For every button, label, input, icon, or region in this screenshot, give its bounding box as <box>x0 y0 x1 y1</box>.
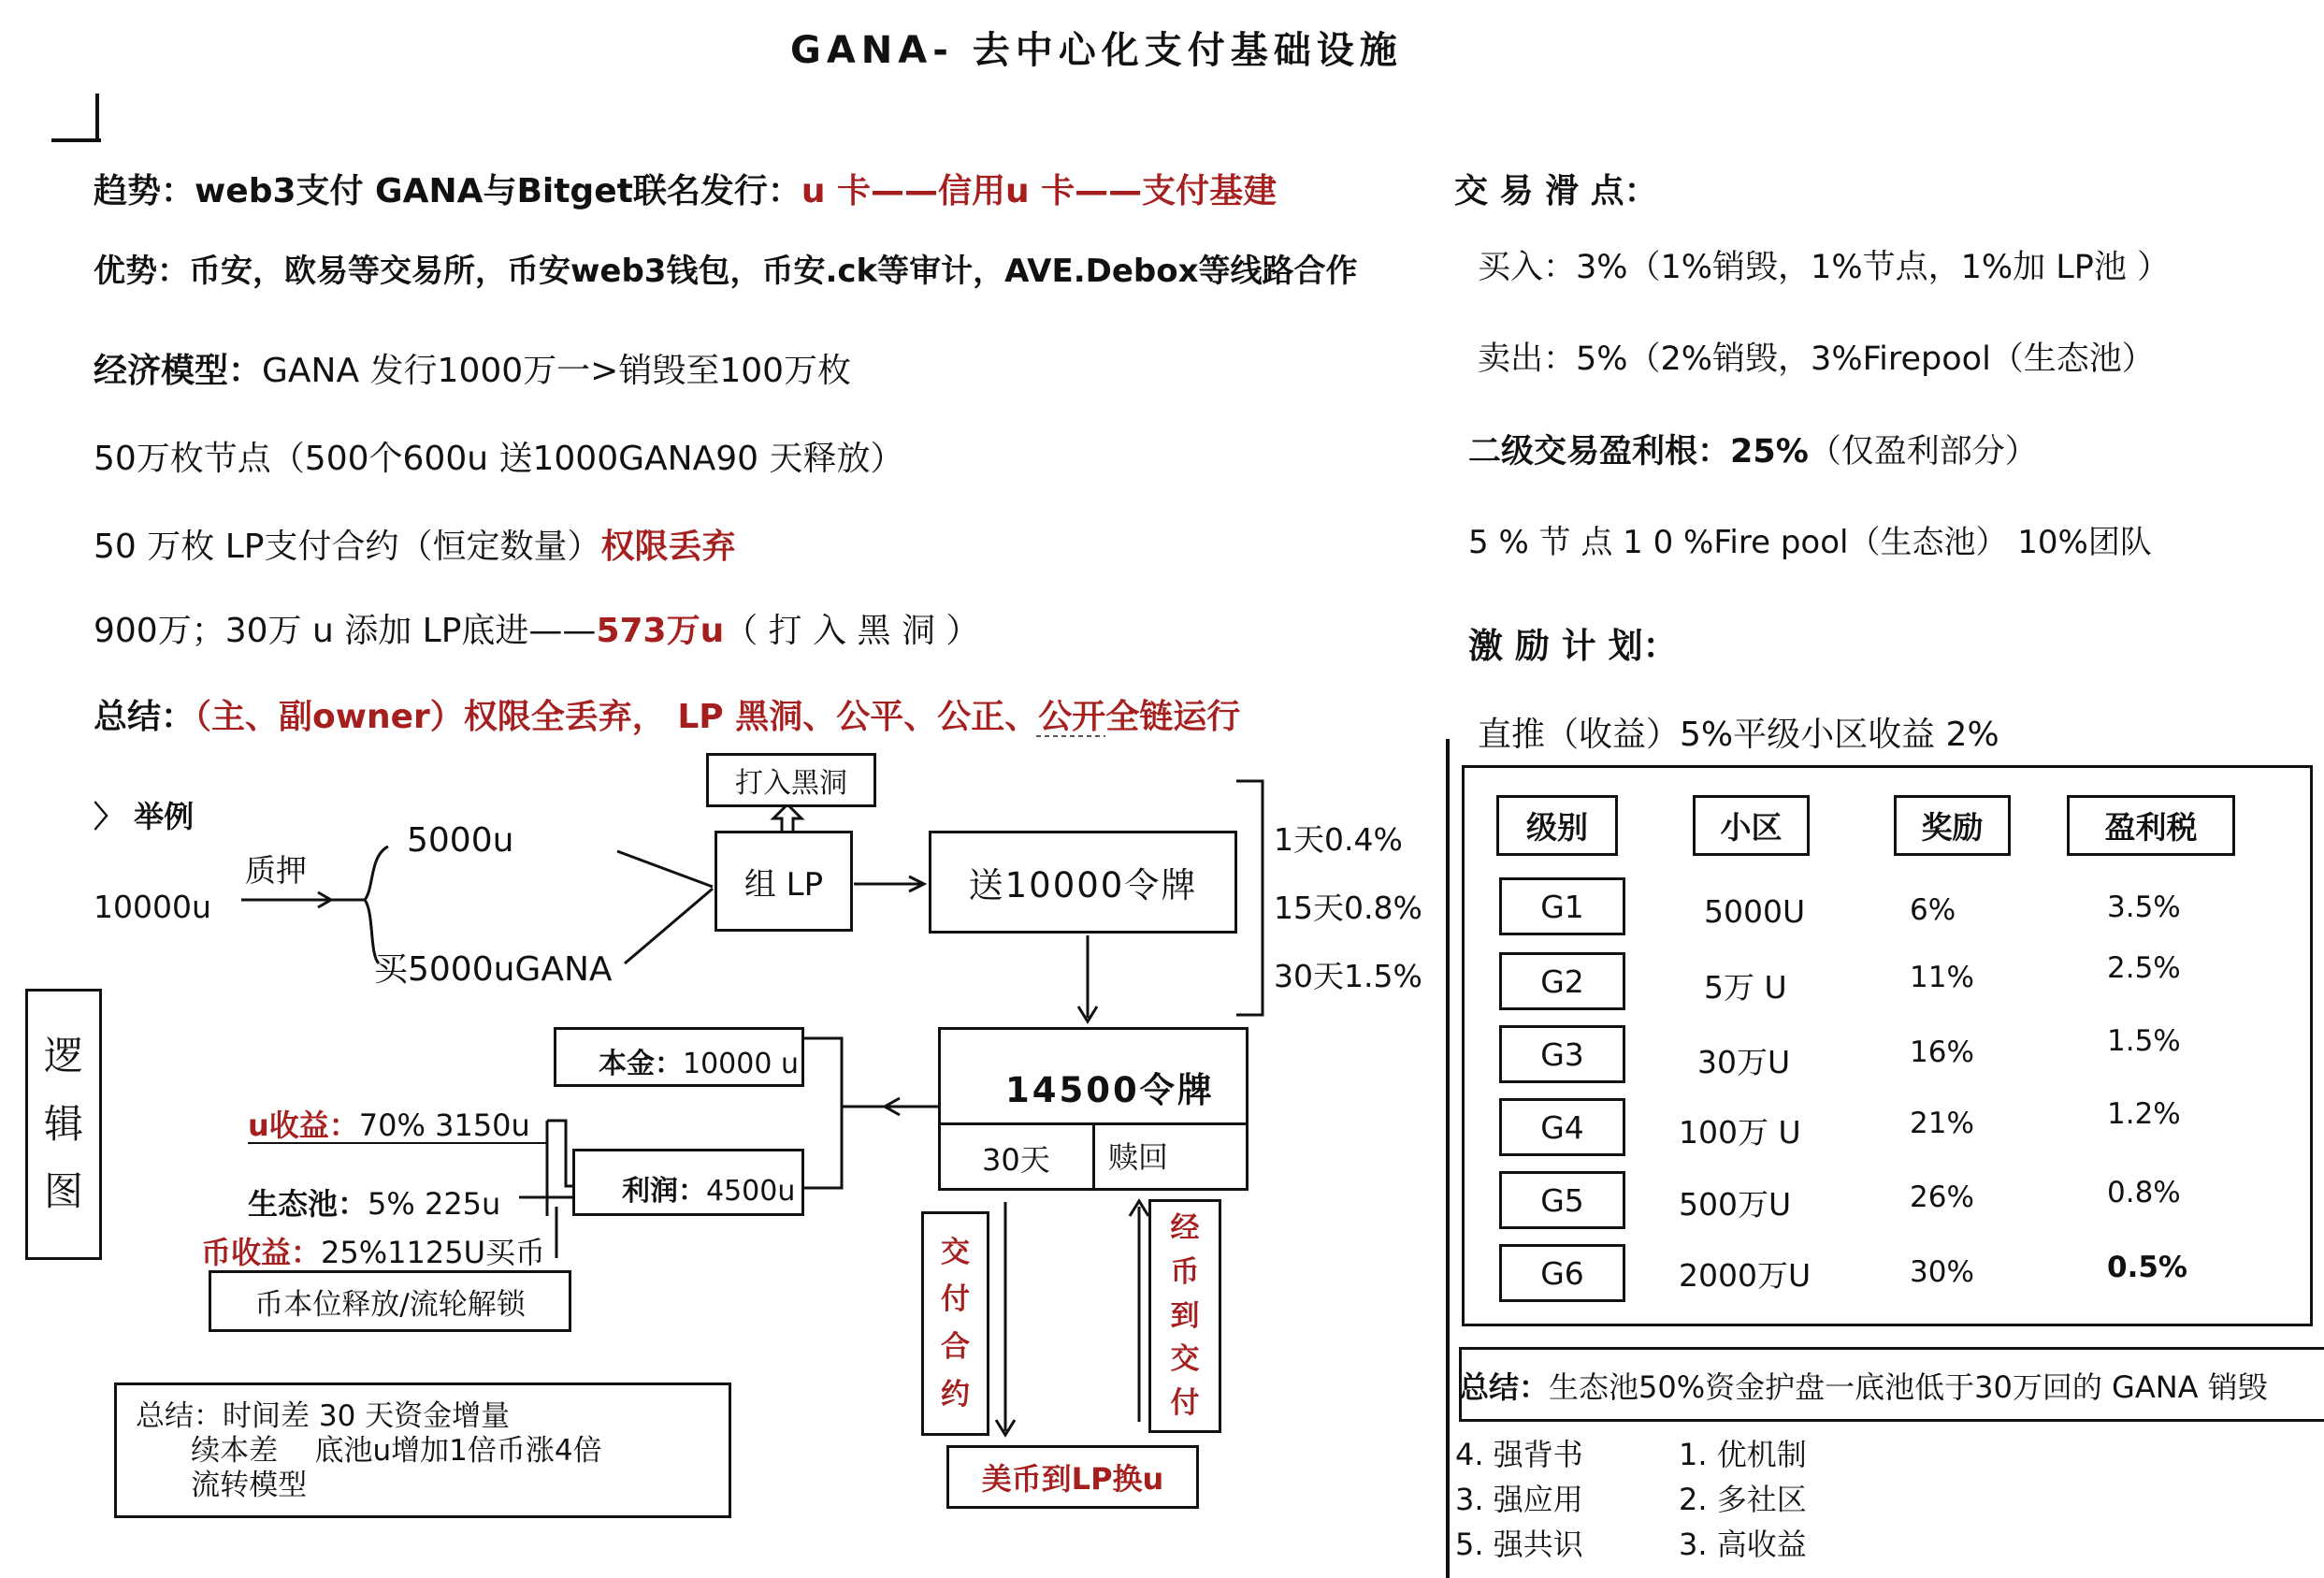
lp-line-red: 权限丢弃 <box>600 528 736 566</box>
profit-tax-value: 1.5% <box>2107 1024 2181 1058</box>
list-item: 2. 多社区 <box>1679 1482 1807 1517</box>
group-lp-box: 组 LP <box>715 831 853 932</box>
summary-red: （主、副owner）权限全丢弃， LP 黑洞、公平、公正、公开全链运行 <box>195 698 1241 736</box>
interest-value: 4500u <box>706 1175 796 1208</box>
reward-value: 11% <box>1910 961 1974 994</box>
coin-income-label: 币收益： <box>201 1235 322 1270</box>
level-cell: G2 <box>1499 952 1625 1010</box>
level-cell: G6 <box>1499 1244 1625 1302</box>
header-area: 小区 <box>1693 795 1810 856</box>
coin-income <box>201 1229 545 1272</box>
trend-line <box>94 165 1277 212</box>
reward-value: 6% <box>1910 893 1956 927</box>
release-rate: 1天0.4% <box>1274 821 1403 858</box>
pledge-label: 质押 <box>245 852 307 889</box>
list-item: 1. 优机制 <box>1679 1437 1807 1472</box>
header-level: 级别 <box>1496 795 1618 856</box>
econ-label: 经济模型： <box>94 352 263 390</box>
split-bottom: 买5000uGANA <box>374 950 613 989</box>
list-item: 5. 强共识 <box>1455 1527 1583 1562</box>
logic-diagram-label <box>25 989 102 1260</box>
eco-label: 生态池： <box>248 1186 368 1222</box>
trend-red: u 卡——信用u 卡——支付基建 <box>801 172 1277 210</box>
redeem-cell: 赎回 <box>1108 1139 1169 1175</box>
pay-contract-char: 约 <box>941 1377 970 1412</box>
coin-release-box: 币本位释放/流轮解锁 <box>209 1270 571 1332</box>
level-cell: G3 <box>1499 1025 1625 1083</box>
header-profit-tax: 盈利税 <box>2067 795 2235 856</box>
interest <box>622 1167 795 1209</box>
tokens-total: 14500令牌 <box>1005 1070 1215 1110</box>
pay-contract-char: 交 <box>941 1235 970 1269</box>
pay-contract-box <box>921 1211 989 1436</box>
profit-tax-value: 0.8% <box>2107 1176 2181 1209</box>
area-value: 30万U <box>1697 1044 1791 1080</box>
summary-line <box>94 690 1240 738</box>
page-title: GANA- 去中心化支付基础设施 <box>790 29 1403 72</box>
area-value: 5000U <box>1704 893 1806 930</box>
econ-pay-char: 交 <box>1170 1342 1200 1377</box>
eco-pool <box>248 1180 500 1223</box>
slippage-title: 交 易 滑 点： <box>1454 172 1658 210</box>
area-value: 500万U <box>1679 1186 1792 1223</box>
list-item: 3. 高收益 <box>1679 1527 1807 1562</box>
economic-model-line <box>94 344 851 392</box>
u-income-value: 70% 3150u <box>358 1107 530 1143</box>
profit-tax-tail: （仅盈利部分） <box>1808 433 2038 471</box>
eco-value: 5% 225u <box>368 1186 501 1222</box>
direct-referral-line: 直推（收益）5%平级小区收益 2% <box>1478 716 1999 754</box>
logic-char: 图 <box>43 1168 83 1215</box>
split-top: 5000u <box>407 821 514 860</box>
node-split-line: 5 % 节 点 1 0 %Fire pool（生态池） 10%团队 <box>1468 524 2152 561</box>
nine-line-tail: （ 打 入 黑 洞 ） <box>724 612 980 650</box>
coin-income-value: 25%1125U买币 <box>321 1235 546 1270</box>
summary-label: 总结： <box>94 698 195 736</box>
left-summary-line: 总结：时间差 30 天资金增量 <box>136 1399 511 1433</box>
tokens-divider-v <box>1092 1122 1095 1191</box>
profit-tax-value: 2.5% <box>2107 951 2181 985</box>
node-line: 50万枚节点（500个600u 送1000GANA90 天释放） <box>94 440 904 478</box>
level-cell: G4 <box>1499 1098 1625 1156</box>
principal-label: 本金： <box>599 1048 683 1080</box>
reward-value: 16% <box>1910 1035 1974 1069</box>
reward-value: 21% <box>1910 1107 1974 1140</box>
profit-tax-value: 1.2% <box>2107 1097 2181 1131</box>
econ-pay-char: 币 <box>1170 1254 1200 1289</box>
econ-pay-char: 到 <box>1170 1298 1200 1333</box>
trend-text: web3支付 GANA与Bitget联名发行： <box>195 172 801 210</box>
black-hole-box: 打入黑洞 <box>706 753 876 807</box>
reward-value: 26% <box>1910 1180 1974 1214</box>
econ-text: GANA 发行1000万一>销毁至100万枚 <box>262 352 852 390</box>
example-label: 〉 举例 <box>94 799 195 834</box>
principal-value: 10000 u <box>683 1048 799 1080</box>
pay-contract-char: 付 <box>941 1282 970 1317</box>
profit-tax-value: 3.5% <box>2107 890 2181 924</box>
interest-label: 利润： <box>622 1175 706 1208</box>
area-value: 2000万U <box>1679 1257 1812 1294</box>
logic-char: 逻 <box>43 1033 83 1079</box>
pay-contract-char: 合 <box>941 1330 970 1364</box>
econ-pay-char: 付 <box>1170 1386 1200 1421</box>
release-rate: 15天0.8% <box>1274 890 1422 926</box>
reward-value: 30% <box>1910 1255 1974 1289</box>
u-income <box>248 1102 530 1145</box>
lp-swap-box: 美币到LP换u <box>946 1445 1199 1509</box>
advantage-line: 优势：币安，欧易等交易所，币安web3钱包，币安.ck等审计，AVE.Debox等线路合作 <box>94 253 1358 290</box>
nine-line-red: 573万u <box>596 612 725 650</box>
nine-line-text: 900万；30万 u 添加 LP底进—— <box>94 612 597 650</box>
left-summary-line: 续本差 底池u增加1倍币涨4倍 <box>136 1434 602 1468</box>
send-tokens-box: 送10000令牌 <box>929 831 1237 934</box>
right-summary <box>1459 1364 2268 1407</box>
trend-label: 趋势： <box>94 172 195 210</box>
area-value: 100万 U <box>1679 1114 1801 1151</box>
right-summary-text: 生态池50%资金护盘一底池低于30万回的 GANA 销毁 <box>1549 1369 2268 1405</box>
logic-char: 辑 <box>43 1100 83 1147</box>
u-income-label: u收益： <box>248 1107 359 1143</box>
principal <box>599 1040 799 1081</box>
nine-million-line <box>94 604 979 652</box>
list-item: 4. 强背书 <box>1455 1437 1583 1472</box>
profit-tax-line <box>1468 426 2038 472</box>
amount-label: 10000u <box>94 889 211 925</box>
lp-line-text: 50 万枚 LP支付合约（恒定数量） <box>94 528 601 566</box>
list-item: 3. 强应用 <box>1455 1482 1583 1517</box>
profit-tax-value: 0.5% <box>2107 1251 2187 1284</box>
days-cell: 30天 <box>982 1142 1050 1178</box>
econ-pay-box <box>1148 1199 1221 1433</box>
left-summary-line: 流转模型 <box>136 1469 308 1502</box>
right-summary-label: 总结： <box>1459 1369 1550 1405</box>
buy-slippage: 买入：3%（1%销毁，1%节点，1%加 LP池 ） <box>1478 249 2170 286</box>
area-value: 5万 U <box>1704 969 1787 1006</box>
level-cell: G1 <box>1499 877 1625 935</box>
release-rate: 30天1.5% <box>1274 958 1422 994</box>
econ-pay-char: 经 <box>1170 1211 1200 1246</box>
lp-contract-line <box>94 520 735 568</box>
sell-slippage: 卖出：5%（2%销毁，3%Firepool（生态池） <box>1478 340 2155 378</box>
profit-tax-bold: 二级交易盈利根：25% <box>1468 433 1809 471</box>
level-cell: G5 <box>1499 1171 1625 1229</box>
incentive-title: 激 励 计 划： <box>1468 626 1678 666</box>
header-reward: 奖励 <box>1894 795 2011 856</box>
